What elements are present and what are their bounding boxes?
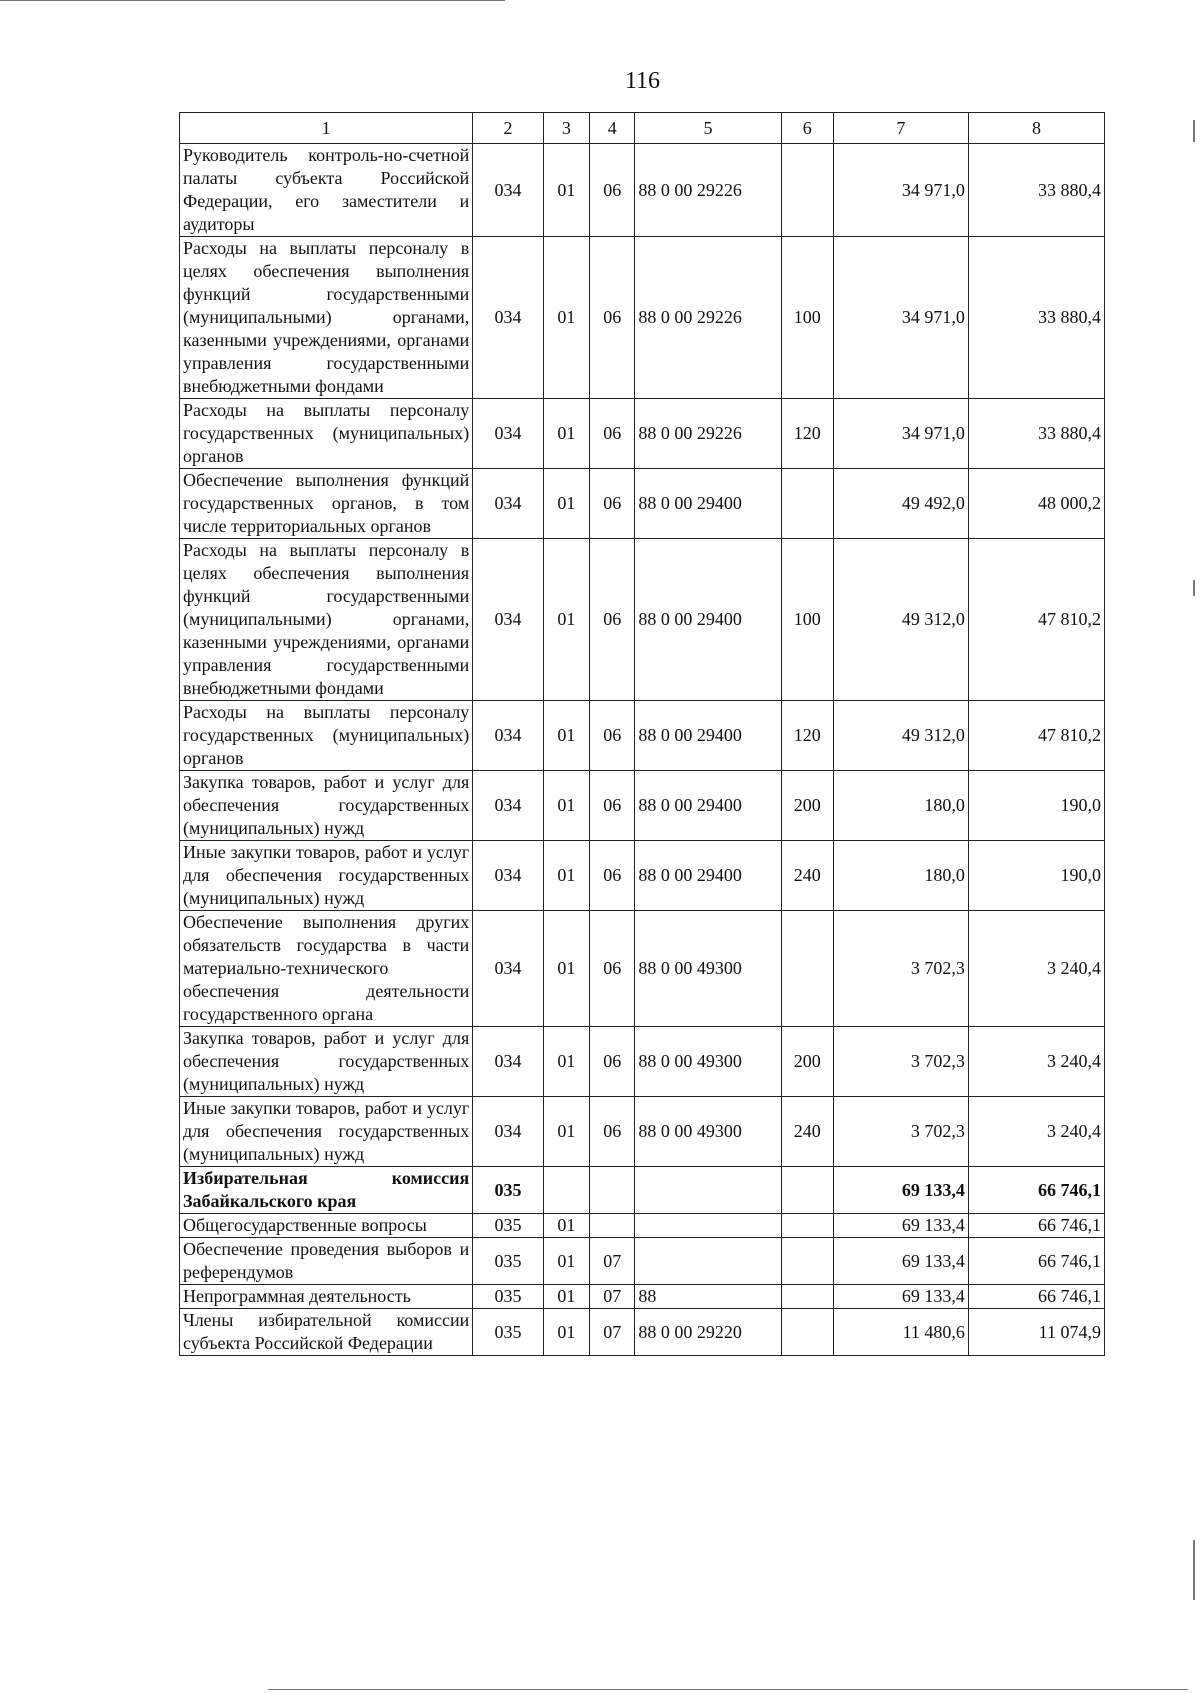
table-row	[180, 1214, 1105, 1238]
cell-col-8: 48 000,2	[968, 469, 1104, 539]
row-name: Непрограммная деятельность	[180, 1285, 473, 1309]
row-name: Расходы на выплаты персоналу государственных (муниципальных) органов	[180, 701, 473, 771]
cell-col-8: 66 746,1	[968, 1285, 1104, 1309]
cell-col-5: 88 0 00 29220	[635, 1309, 781, 1356]
cell-col-7: 49 492,0	[833, 469, 968, 539]
cell-col-8: 33 880,4	[968, 144, 1104, 237]
row-name: Расходы на выплаты персоналу в целях обеспечения выполнения функций государственными (муниципальными) органами, казенными учреждениями, органами управления государственными внебюджетными фондами	[180, 539, 473, 701]
header-cell: 2	[473, 113, 544, 144]
cell-col-6	[781, 1285, 833, 1309]
cell-col-5: 88 0 00 49300	[635, 1097, 781, 1167]
table-row	[180, 539, 1105, 701]
cell-col-4: 06	[590, 701, 635, 771]
cell-col-6: 120	[781, 399, 833, 469]
table-row	[180, 144, 1105, 237]
cell-col-7: 34 971,0	[833, 237, 968, 399]
scan-edge-mark	[1193, 1540, 1195, 1600]
cell-col-4: 06	[590, 469, 635, 539]
cell-col-5: 88 0 00 29400	[635, 469, 781, 539]
cell-col-5: 88 0 00 29226	[635, 399, 781, 469]
cell-col-5: 88 0 00 49300	[635, 911, 781, 1027]
cell-col-6: 100	[781, 237, 833, 399]
cell-col-4: 07	[590, 1238, 635, 1285]
cell-col-2: 034	[473, 771, 544, 841]
row-name: Закупка товаров, работ и услуг для обеспечения государственных (муниципальных) нужд	[180, 771, 473, 841]
row-name: Избирательная комиссия Забайкальского края	[180, 1167, 473, 1214]
table-row	[180, 911, 1105, 1027]
row-name: Обеспечение выполнения функций государственных органов, в том числе территориальных органов	[180, 469, 473, 539]
cell-col-4: 06	[590, 841, 635, 911]
cell-col-4: 06	[590, 771, 635, 841]
cell-col-8: 11 074,9	[968, 1309, 1104, 1356]
table-row	[180, 1285, 1105, 1309]
cell-col-5: 88 0 00 29400	[635, 701, 781, 771]
row-name: Расходы на выплаты персоналу в целях обеспечения выполнения функций государственными (муниципальными) органами, казенными учреждениями, органами управления государственными внебюджетными фондами	[180, 237, 473, 399]
cell-col-3: 01	[543, 1238, 589, 1285]
cell-col-4: 06	[590, 144, 635, 237]
header-row	[180, 113, 1105, 144]
cell-col-4: 06	[590, 539, 635, 701]
cell-col-3: 01	[543, 237, 589, 399]
cell-col-8: 3 240,4	[968, 1097, 1104, 1167]
cell-col-2: 034	[473, 701, 544, 771]
header-cell: 1	[180, 113, 473, 144]
cell-col-7: 49 312,0	[833, 701, 968, 771]
cell-col-2: 035	[473, 1167, 544, 1214]
cell-col-2: 035	[473, 1309, 544, 1356]
cell-col-5: 88 0 00 29400	[635, 841, 781, 911]
cell-col-6	[781, 469, 833, 539]
cell-col-5: 88 0 00 29400	[635, 539, 781, 701]
row-name: Обеспечение проведения выборов и референдумов	[180, 1238, 473, 1285]
cell-col-6	[781, 911, 833, 1027]
cell-col-3: 01	[543, 1027, 589, 1097]
cell-col-2: 034	[473, 539, 544, 701]
scan-edge-mark	[1193, 580, 1195, 596]
cell-col-6: 200	[781, 1027, 833, 1097]
cell-col-3: 01	[543, 144, 589, 237]
budget-table	[179, 112, 1105, 1356]
cell-col-6	[781, 1167, 833, 1214]
cell-col-2: 034	[473, 1027, 544, 1097]
cell-col-8: 190,0	[968, 841, 1104, 911]
row-name: Руководитель контроль-но-счетной палаты субъекта Российской Федерации, его заместители и аудиторы	[180, 144, 473, 237]
cell-col-3: 01	[543, 1285, 589, 1309]
cell-col-3: 01	[543, 1309, 589, 1356]
cell-col-7: 11 480,6	[833, 1309, 968, 1356]
cell-col-3: 01	[543, 469, 589, 539]
cell-col-3: 01	[543, 539, 589, 701]
table-row	[180, 399, 1105, 469]
cell-col-5	[635, 1238, 781, 1285]
cell-col-6	[781, 1214, 833, 1238]
cell-col-8: 66 746,1	[968, 1214, 1104, 1238]
table-row	[180, 841, 1105, 911]
cell-col-8: 47 810,2	[968, 701, 1104, 771]
cell-col-5: 88 0 00 49300	[635, 1027, 781, 1097]
cell-col-7: 34 971,0	[833, 144, 968, 237]
cell-col-7: 180,0	[833, 771, 968, 841]
cell-col-8: 3 240,4	[968, 911, 1104, 1027]
row-name: Члены избирательной комиссии субъекта Российской Федерации	[180, 1309, 473, 1356]
table-row	[180, 1167, 1105, 1214]
cell-col-2: 034	[473, 237, 544, 399]
cell-col-6	[781, 1238, 833, 1285]
cell-col-2: 034	[473, 841, 544, 911]
scan-edge-mark	[0, 0, 505, 1]
cell-col-2: 034	[473, 1097, 544, 1167]
cell-col-5: 88	[635, 1285, 781, 1309]
cell-col-4: 06	[590, 1027, 635, 1097]
cell-col-4: 06	[590, 399, 635, 469]
row-name: Обеспечение выполнения других обязательств государства в части материально-технического обеспечения деятельности государственного органа	[180, 911, 473, 1027]
page-number: 116	[624, 68, 661, 94]
header-cell: 3	[543, 113, 589, 144]
cell-col-7: 69 133,4	[833, 1285, 968, 1309]
row-name: Общегосударственные вопросы	[180, 1214, 473, 1238]
cell-col-6: 100	[781, 539, 833, 701]
cell-col-6	[781, 1309, 833, 1356]
cell-col-7: 3 702,3	[833, 1097, 968, 1167]
cell-col-3: 01	[543, 911, 589, 1027]
cell-col-4	[590, 1214, 635, 1238]
cell-col-2: 035	[473, 1214, 544, 1238]
cell-col-3: 01	[543, 1214, 589, 1238]
table-row	[180, 1097, 1105, 1167]
cell-col-7: 180,0	[833, 841, 968, 911]
scan-edge-mark	[1193, 120, 1195, 142]
cell-col-8: 47 810,2	[968, 539, 1104, 701]
cell-col-4: 06	[590, 237, 635, 399]
cell-col-4: 07	[590, 1285, 635, 1309]
cell-col-8: 33 880,4	[968, 237, 1104, 399]
cell-col-3	[543, 1167, 589, 1214]
header-cell: 4	[590, 113, 635, 144]
cell-col-7: 34 971,0	[833, 399, 968, 469]
cell-col-6	[781, 144, 833, 237]
cell-col-8: 66 746,1	[968, 1167, 1104, 1214]
cell-col-3: 01	[543, 841, 589, 911]
cell-col-2: 035	[473, 1285, 544, 1309]
cell-col-2: 034	[473, 911, 544, 1027]
cell-col-8: 33 880,4	[968, 399, 1104, 469]
cell-col-3: 01	[543, 771, 589, 841]
header-cell: 7	[833, 113, 968, 144]
cell-col-6: 240	[781, 841, 833, 911]
cell-col-8: 66 746,1	[968, 1238, 1104, 1285]
cell-col-5: 88 0 00 29400	[635, 771, 781, 841]
table-row	[180, 771, 1105, 841]
cell-col-3: 01	[543, 1097, 589, 1167]
cell-col-7: 3 702,3	[833, 1027, 968, 1097]
cell-col-5: 88 0 00 29226	[635, 237, 781, 399]
cell-col-7: 3 702,3	[833, 911, 968, 1027]
cell-col-3: 01	[543, 399, 589, 469]
table-row	[180, 701, 1105, 771]
cell-col-7: 49 312,0	[833, 539, 968, 701]
table-row	[180, 237, 1105, 399]
cell-col-5	[635, 1214, 781, 1238]
row-name: Иные закупки товаров, работ и услуг для обеспечения государственных (муниципальных) нужд	[180, 841, 473, 911]
cell-col-6: 200	[781, 771, 833, 841]
table-row	[180, 1309, 1105, 1356]
table-row	[180, 1027, 1105, 1097]
header-cell: 8	[968, 113, 1104, 144]
cell-col-4: 06	[590, 911, 635, 1027]
row-name: Расходы на выплаты персоналу государственных (муниципальных) органов	[180, 399, 473, 469]
cell-col-6: 120	[781, 701, 833, 771]
cell-col-2: 035	[473, 1238, 544, 1285]
header-cell: 6	[781, 113, 833, 144]
table-row	[180, 469, 1105, 539]
cell-col-7: 69 133,4	[833, 1238, 968, 1285]
table-row	[180, 1238, 1105, 1285]
scan-edge-mark	[268, 1689, 1188, 1690]
cell-col-5: 88 0 00 29226	[635, 144, 781, 237]
header-cell: 5	[635, 113, 781, 144]
cell-col-8: 190,0	[968, 771, 1104, 841]
cell-col-4	[590, 1167, 635, 1214]
cell-col-4: 06	[590, 1097, 635, 1167]
row-name: Иные закупки товаров, работ и услуг для обеспечения государственных (муниципальных) нужд	[180, 1097, 473, 1167]
cell-col-5	[635, 1167, 781, 1214]
cell-col-7: 69 133,4	[833, 1167, 968, 1214]
cell-col-2: 034	[473, 144, 544, 237]
cell-col-4: 07	[590, 1309, 635, 1356]
cell-col-3: 01	[543, 701, 589, 771]
cell-col-2: 034	[473, 399, 544, 469]
cell-col-8: 3 240,4	[968, 1027, 1104, 1097]
cell-col-2: 034	[473, 469, 544, 539]
cell-col-6: 240	[781, 1097, 833, 1167]
cell-col-7: 69 133,4	[833, 1214, 968, 1238]
row-name: Закупка товаров, работ и услуг для обеспечения государственных (муниципальных) нужд	[180, 1027, 473, 1097]
